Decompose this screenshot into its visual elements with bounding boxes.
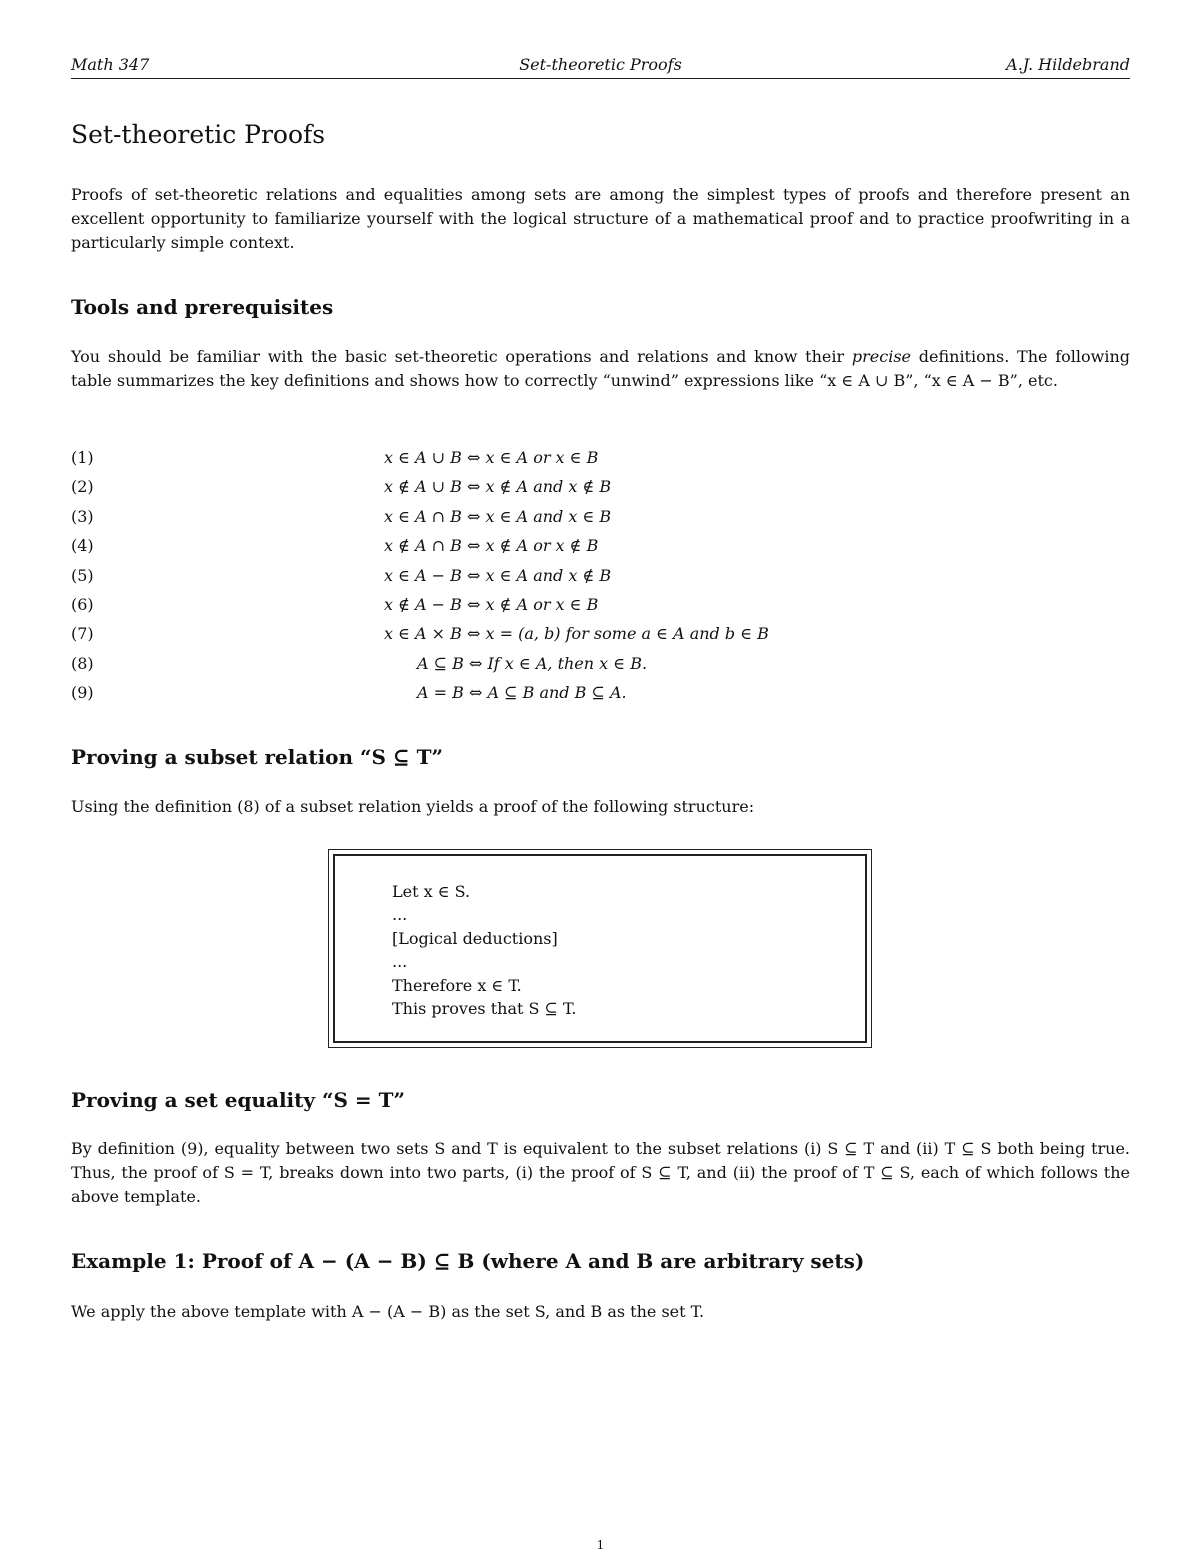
template-line: This proves that S ⊆ T. xyxy=(392,999,577,1019)
definition-number: (5) xyxy=(71,565,94,585)
proof-template-lines xyxy=(392,880,576,1020)
tools-paragraph xyxy=(71,345,1130,393)
template-line: ... xyxy=(392,905,408,925)
proof-template-inner-frame xyxy=(333,854,867,1043)
definition-expression: x ∉ A ∩ B ⇔ x ∉ A or x ∉ B xyxy=(384,536,599,556)
definition-number: (2) xyxy=(71,477,94,497)
definition-number: (7) xyxy=(71,624,94,644)
template-line: ... xyxy=(392,952,408,972)
header-author: A.J. Hildebrand xyxy=(1006,55,1130,74)
example1-paragraph: We apply the above template with A − (A − B) as the set S, and B as the set T. xyxy=(71,1302,705,1321)
definition-row xyxy=(71,652,1130,681)
definition-expression: x ∈ A ∩ B ⇔ x ∈ A and x ∈ B xyxy=(384,506,612,526)
definition-row xyxy=(71,534,1130,563)
subset-paragraph: Using the definition (8) of a subset relation yields a proof of the following structure: xyxy=(71,797,755,816)
definition-expression: x ∈ A × B ⇔ x = (a, b) for some a ∈ A and b ∈ B xyxy=(384,624,769,644)
running-header xyxy=(71,54,1130,79)
example1-heading: Example 1: Proof of A − (A − B) ⊆ B (where A and B are arbitrary sets) xyxy=(71,1249,865,1273)
definition-expression: x ∈ A − B ⇔ x ∈ A and x ∉ B xyxy=(384,565,612,585)
definition-number: (8) xyxy=(71,653,94,673)
template-line: [Logical deductions] xyxy=(392,928,558,948)
definition-expression: x ∉ A − B ⇔ x ∉ A or x ∈ B xyxy=(384,594,599,614)
definition-row xyxy=(71,681,1130,710)
template-line: Therefore x ∈ T. xyxy=(392,975,522,995)
tools-para-emphasis: precise xyxy=(851,347,912,366)
definition-number: (9) xyxy=(71,683,94,703)
intro-paragraph: Proofs of set-theoretic relations and equalities among sets are among the simplest types of proofs and therefore present an excellent opportunity to familiarize yourself with the logical structure of a mathematical proof and to practice proofwriting in a particularly simple context. xyxy=(71,185,1130,252)
definition-row xyxy=(71,564,1130,593)
page-number: 1 xyxy=(596,1538,605,1552)
equality-heading: Proving a set equality “S = T” xyxy=(71,1088,405,1112)
tools-heading: Tools and prerequisites xyxy=(71,295,334,319)
tools-para-after: definitions. The following table summarizes the key definitions and shows how to correctly “unwind” expressions like “x ∈ A ∪ B”, “x ∈ A − B”, etc. xyxy=(71,347,1131,390)
equality-paragraph: By definition (9), equality between two sets S and T is equivalent to the subset relations (i) S ⊆ T and (ii) T ⊆ S both being true. Thus, the proof of S = T, breaks down into two parts, (i) the proof of S ⊆ T, and (ii) the proof of T ⊆ S, each of which follows the above template. xyxy=(71,1139,1130,1206)
header-course: Math 347 xyxy=(71,55,150,74)
definition-number: (3) xyxy=(71,506,94,526)
tools-para-before: You should be familiar with the basic set-theoretic operations and relations and know their xyxy=(71,347,845,366)
definitions-table xyxy=(71,446,1130,711)
definition-number: (4) xyxy=(71,536,94,556)
proof-template-box xyxy=(328,849,872,1048)
definition-row xyxy=(71,593,1130,622)
definition-expression: x ∉ A ∪ B ⇔ x ∉ A and x ∉ B xyxy=(384,477,612,497)
definition-number: (1) xyxy=(71,448,94,467)
definition-expression: A ⊆ B ⇔ If x ∈ A, then x ∈ B. xyxy=(417,653,648,673)
definition-row xyxy=(71,475,1130,504)
definition-row xyxy=(71,622,1130,651)
definition-row xyxy=(71,505,1130,534)
definition-expression: x ∈ A ∪ B ⇔ x ∈ A or x ∈ B xyxy=(384,448,599,467)
page xyxy=(71,0,1130,1553)
page-title: Set-theoretic Proofs xyxy=(71,120,326,149)
definition-expression: A = B ⇔ A ⊆ B and B ⊆ A. xyxy=(417,683,627,703)
definition-number: (6) xyxy=(71,594,94,614)
definition-row xyxy=(71,446,1130,475)
subset-heading: Proving a subset relation “S ⊆ T” xyxy=(71,745,444,769)
header-title: Set-theoretic Proofs xyxy=(519,55,682,74)
template-line: Let x ∈ S. xyxy=(392,882,471,901)
